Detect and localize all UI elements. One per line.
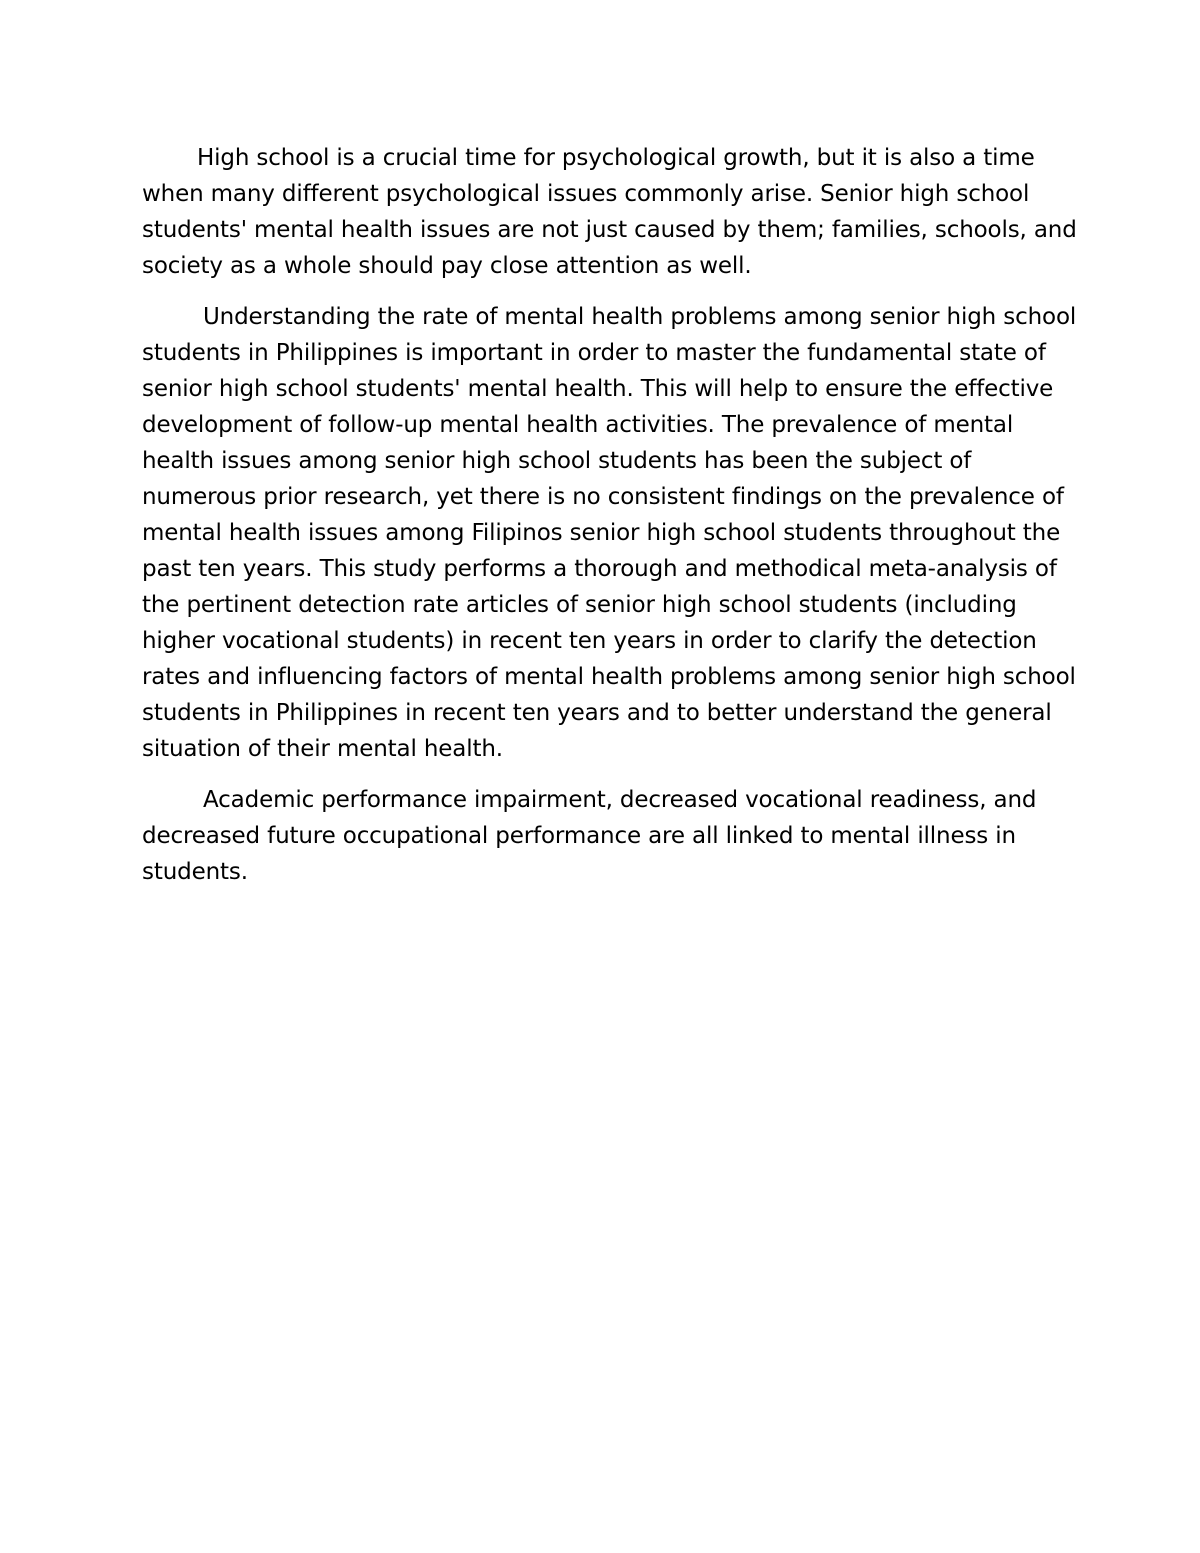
text-line: Academic performance impairment, decreased vocational readiness, and xyxy=(203,787,1037,813)
text-line: students' mental health issues are not just caused by them; families, schools, and xyxy=(142,217,1077,243)
paragraph-1 xyxy=(142,140,1077,284)
text-line: mental health issues among Filipinos senior high school students throughout the xyxy=(142,520,1061,546)
text-line: when many different psychological issues commonly arise. Senior high school xyxy=(142,181,1030,207)
text-line: numerous prior research, yet there is no consistent findings on the prevalence of xyxy=(142,484,1064,510)
text-line: students. xyxy=(142,859,248,885)
text-line: decreased future occupational performance are all linked to mental illness in xyxy=(142,823,1016,849)
text-line: higher vocational students) in recent ten years in order to clarify the detection xyxy=(142,628,1037,654)
text-line: High school is a crucial time for psychological growth, but it is also a time xyxy=(197,145,1035,171)
text-line: Understanding the rate of mental health problems among senior high school xyxy=(203,304,1077,330)
text-line: situation of their mental health. xyxy=(142,736,503,762)
text-line: society as a whole should pay close attention as well. xyxy=(142,253,752,279)
text-line: the pertinent detection rate articles of senior high school students (including xyxy=(142,592,1017,618)
text-line: students in Philippines is important in order to master the fundamental state of xyxy=(142,340,1046,366)
text-line: past ten years. This study performs a thorough and methodical meta-analysis of xyxy=(142,556,1057,582)
text-line: senior high school students' mental health. This will help to ensure the effective xyxy=(142,376,1054,402)
paragraph-3 xyxy=(142,782,1067,890)
document-body xyxy=(142,140,1077,890)
text-line: health issues among senior high school students has been the subject of xyxy=(142,448,972,474)
text-line: development of follow-up mental health activities. The prevalence of mental xyxy=(142,412,1014,438)
text-line: students in Philippines in recent ten years and to better understand the general xyxy=(142,700,1052,726)
text-line: rates and influencing factors of mental health problems among senior high school xyxy=(142,664,1076,690)
paragraph-2 xyxy=(142,299,1077,767)
